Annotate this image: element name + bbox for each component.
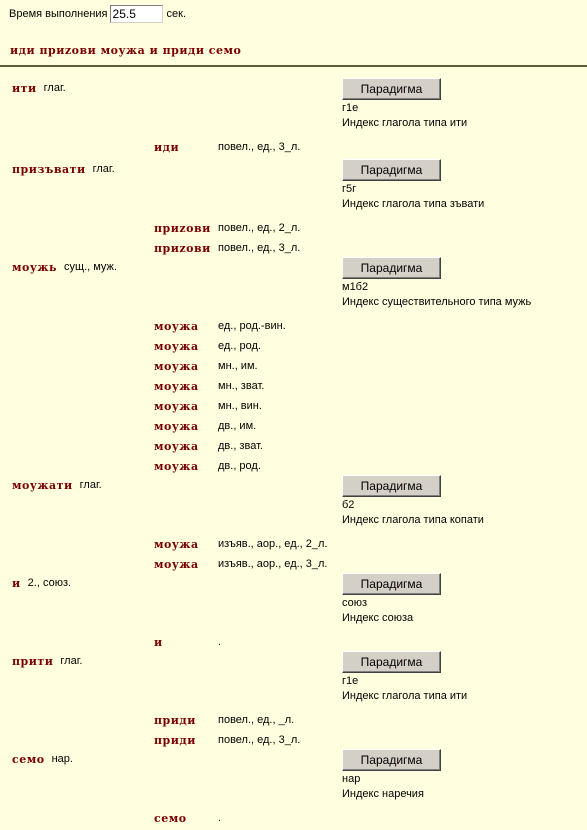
form-word: моужа	[154, 537, 199, 551]
form-word: моужа	[154, 557, 199, 571]
lemma-row	[12, 575, 71, 591]
lemma-pos: глаг.	[79, 479, 102, 491]
form-row	[0, 398, 587, 414]
form-grammar: повел., ед., 3_л.	[218, 242, 301, 254]
timing-label: Время выполнения	[9, 8, 108, 20]
form-grammar: дв., зват.	[218, 440, 263, 452]
divider	[0, 65, 587, 67]
form-row	[0, 458, 587, 474]
lemma-word: моужь	[12, 260, 58, 274]
form-row	[0, 358, 587, 374]
paradigm-button[interactable]: Парадигма	[342, 78, 441, 100]
form-grammar: повел., ед., 3_л.	[218, 141, 301, 153]
paradigm-button[interactable]: Парадигма	[342, 159, 441, 181]
form-row	[0, 732, 587, 748]
form-word: моужа	[154, 459, 199, 473]
lemma-row	[12, 751, 73, 767]
lemma-word: семо	[12, 752, 45, 766]
form-word: моужа	[154, 319, 199, 333]
form-row	[0, 712, 587, 728]
form-row	[0, 220, 587, 236]
form-row	[0, 438, 587, 454]
form-row	[0, 418, 587, 434]
form-row	[0, 378, 587, 394]
lemma-pos: сущ., муж.	[64, 261, 117, 273]
form-word: семо	[154, 811, 187, 825]
lemma-row	[12, 653, 82, 669]
lemma-row	[12, 477, 102, 493]
form-word: моужа	[154, 439, 199, 453]
paradigm-code: г1е	[342, 102, 359, 114]
paradigm-description: Индекс наречия	[342, 788, 424, 800]
lemma-word: прити	[12, 654, 54, 668]
form-grammar: изъяв., аор., ед., 3_л.	[218, 558, 328, 570]
paradigm-description: Индекс существительного типа мужь	[342, 296, 532, 308]
form-row	[0, 240, 587, 256]
paradigm-code: м1б2	[342, 281, 369, 293]
form-row	[0, 338, 587, 354]
form-word: моужа	[154, 419, 199, 433]
lemma-pos: глаг.	[60, 655, 83, 667]
paradigm-code: г5г	[342, 183, 357, 195]
time-input[interactable]	[110, 5, 163, 23]
paradigm-button[interactable]: Парадигма	[342, 573, 441, 595]
paradigm-button[interactable]: Парадигма	[342, 257, 441, 279]
form-row	[0, 634, 587, 650]
timing-bar	[9, 4, 186, 24]
lemma-row	[12, 80, 66, 96]
lemma-row	[12, 161, 115, 177]
form-grammar: .	[218, 636, 222, 648]
form-grammar: повел., ед., _л.	[218, 714, 295, 726]
form-grammar: мн., вин.	[218, 400, 262, 412]
lemma-pos: глаг.	[43, 82, 66, 94]
lemma-pos: 2., союз.	[27, 577, 72, 589]
form-word: моужа	[154, 339, 199, 353]
form-word: приzови	[154, 221, 211, 235]
paradigm-code: б2	[342, 499, 355, 511]
form-grammar: повел., ед., 3_л.	[218, 734, 301, 746]
form-word: моужа	[154, 359, 199, 373]
form-word: и	[154, 635, 163, 649]
seconds-label: сек.	[166, 8, 187, 20]
paradigm-description: Индекс глагола типа ити	[342, 117, 468, 129]
lemma-pos: глаг.	[92, 163, 115, 175]
paradigm-code: нар	[342, 773, 361, 785]
paradigm-button[interactable]: Парадигма	[342, 475, 441, 497]
form-grammar: .	[218, 812, 222, 824]
lemma-word: призъвати	[12, 162, 86, 176]
form-row	[0, 139, 587, 155]
form-row	[0, 536, 587, 552]
form-word: приzови	[154, 241, 211, 255]
form-grammar: дв., им.	[218, 420, 257, 432]
lemma-word: и	[12, 576, 21, 590]
form-word: иди	[154, 140, 180, 154]
form-row	[0, 810, 587, 826]
paradigm-code: г1е	[342, 675, 359, 687]
form-grammar: изъяв., аор., ед., 2_л.	[218, 538, 328, 550]
paradigm-button[interactable]: Парадигма	[342, 651, 441, 673]
form-grammar: ед., род.	[218, 340, 261, 352]
form-row	[0, 556, 587, 572]
paradigm-description: Индекс союза	[342, 612, 414, 624]
form-grammar: мн., зват.	[218, 380, 265, 392]
paradigm-description: Индекс глагола типа зъвати	[342, 198, 485, 210]
paradigm-description: Индекс глагола типа копати	[342, 514, 484, 526]
lemma-row	[12, 259, 117, 275]
form-word: моужа	[154, 399, 199, 413]
form-grammar: ед., род.-вин.	[218, 320, 286, 332]
form-grammar: дв., род.	[218, 460, 261, 472]
lemma-word: моужати	[12, 478, 73, 492]
form-grammar: повел., ед., 2_л.	[218, 222, 301, 234]
lemma-word: ити	[12, 81, 37, 95]
form-word: моужа	[154, 379, 199, 393]
query-heading: иди приzови моужа и приди семо	[10, 44, 242, 57]
paradigm-button[interactable]: Парадигма	[342, 749, 441, 771]
form-row	[0, 318, 587, 334]
paradigm-code: союз	[342, 597, 368, 609]
form-word: приди	[154, 713, 196, 727]
form-word: приди	[154, 733, 196, 747]
form-grammar: мн., им.	[218, 360, 258, 372]
paradigm-description: Индекс глагола типа ити	[342, 690, 468, 702]
lemma-pos: нар.	[51, 753, 73, 765]
